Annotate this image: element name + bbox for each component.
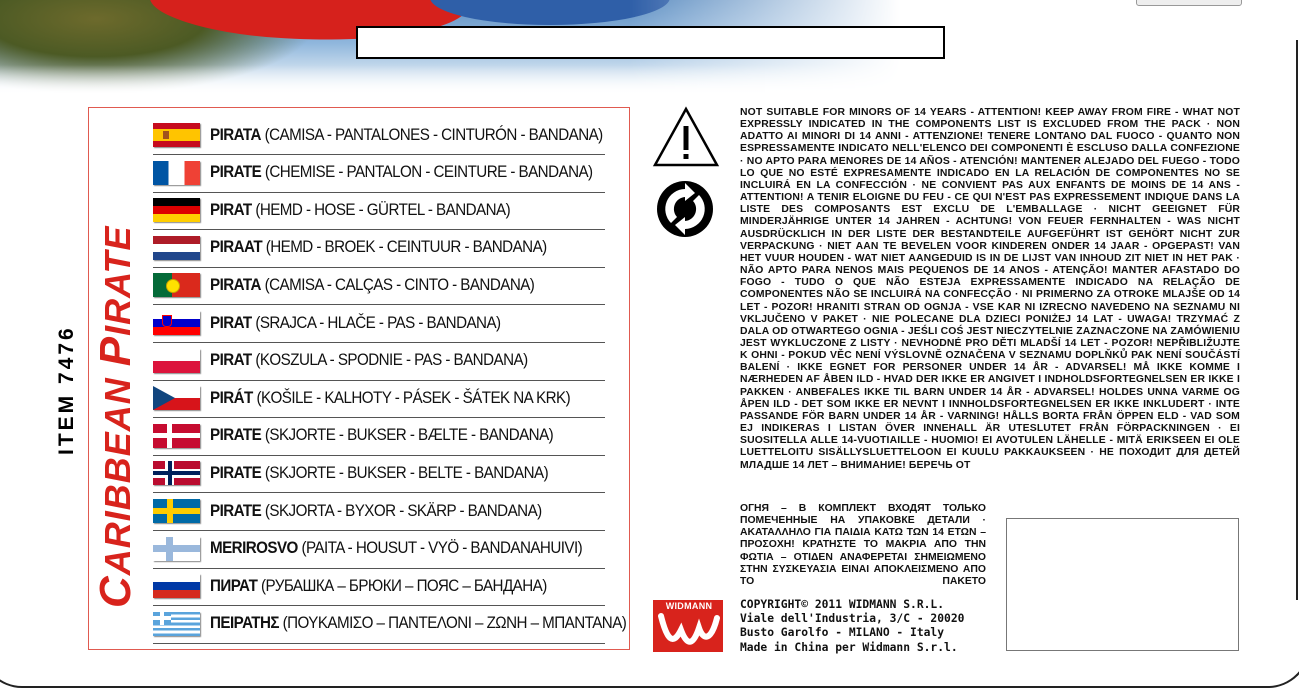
- copyright-block: [740, 598, 990, 655]
- costume-components-text: [210, 351, 528, 370]
- list-item-portugal: [153, 266, 605, 305]
- costume-components-text: [210, 163, 593, 182]
- costume-name: PIRATE: [210, 463, 262, 482]
- costume-components-text: [210, 201, 510, 220]
- list-item-russia: [153, 567, 605, 606]
- costume-name: PIRATA: [210, 275, 261, 294]
- copyright-line: COPYRIGHT© 2011 WIDMANN S.R.L.: [740, 598, 945, 611]
- product-title: CARIBBEAN PIRATE: [91, 225, 140, 608]
- costume-name: PIRAAT: [210, 238, 263, 257]
- slovenia-flag-icon: [153, 311, 200, 335]
- costume-items: (ΠΟΥΚΑΜΙΣΟ – ΠΑΝΤΕΛΟΝΙ – ΖΩΝΗ – ΜΠΑΝΤΑΝΑ): [282, 614, 627, 633]
- label-border-right: [1296, 40, 1298, 600]
- costume-items: (CAMISA - CALÇAS - CINTO - BANDANA): [264, 275, 535, 294]
- costume-name: MERIROSVO: [210, 539, 298, 558]
- costume-name: ΠΕΙΡΑΤΗΣ: [210, 614, 279, 633]
- costume-items: (SKJORTE - BUKSER - BÆLTE - BANDANA): [264, 426, 554, 445]
- costume-name: PIRATE: [210, 426, 262, 445]
- germany-flag-icon: [153, 198, 200, 222]
- costume-name: PIRAT: [210, 200, 252, 219]
- costume-items: (HEMD - BROEK - CEINTUUR - BANDANA): [265, 238, 547, 257]
- costume-components-text: [210, 539, 582, 558]
- costume-components-text: [210, 126, 603, 145]
- list-item-norway: [153, 454, 605, 493]
- list-item-poland: [153, 342, 605, 381]
- greece-flag-icon: [153, 612, 200, 636]
- green-dot-recycle-icon: [655, 179, 715, 239]
- costume-components-text: [210, 389, 570, 408]
- denmark-flag-icon: [153, 424, 200, 448]
- costume-name: PIRATA: [210, 125, 261, 144]
- portugal-flag-icon: [153, 273, 200, 297]
- list-item-netherlands: [153, 229, 605, 268]
- list-item-greece: [153, 605, 627, 644]
- costume-name: PIRATE: [210, 163, 262, 182]
- norway-flag-icon: [153, 461, 200, 485]
- costume-items: (SRAJCA - HLAČE - PAS - BANDANA): [255, 313, 501, 332]
- costume-components-text: [210, 614, 626, 633]
- costume-name: PIRATE: [210, 501, 262, 520]
- costume-components-text: [210, 314, 501, 333]
- czech-flag-icon: [153, 386, 200, 410]
- list-item-france: [153, 154, 605, 193]
- sweden-flag-icon: [153, 499, 200, 523]
- item-number: ITEM 7476: [55, 325, 78, 455]
- costume-items: (HEMD - HOSE - GÜRTEL - BANDANA): [255, 200, 511, 219]
- list-item-spain: [153, 116, 605, 155]
- warning-triangle-icon: [652, 106, 720, 168]
- list-item-sweden: [153, 492, 605, 531]
- costume-items: (SKJORTA - BYXOR - SKÄRP - BANDANA): [264, 501, 542, 520]
- list-item-finland: [153, 530, 605, 569]
- safety-warning-text: NOT SUITABLE FOR MINORS OF 14 YEARS - ATTENTION! KEEP AWAY FROM FIRE - WHAT NOT EXPRESSLY INDICATED IN THE COMPONENTS LIST IS EXCLUDED FROM THE PACK · NON ADATTO AI MINORI DI 14 ANNI - ATTENZIONE! TENERE LONTANO DAL FUOCO - QUANTO NON ESPRESSAMENTE INDICATO NELL'ELENCO DEI COMPONENTI È ESCLUSO DALLA CONFEZIONE · NO APTO PARA MENORES DE 14 AÑOS - ATENCIÓN! MANTENER ALEJADO DEL FUEGO - TODO LO QUE NO ESTÉ EXPRESAMENTE INDICADO EN LA RELACIÓN DE COMPONENTES NO SE INCLUIRÁ EN LA CONFECCIÓN · NE CONVIENT PAS AUX ENFANTS DE MOINS DE 14 ANS - ATTENTION! A TENIR ELOIGNE DU FEU - CE QUI N'EST PAS EXPRESSEMENT INDIQUE DANS LA LISTE DES COMPOSANTS EST EXCLU DE L'EMBALLAGE · NICHT GEEIGNET FÜR MINDERJÄHRIGE UNTER 14 JAHREN - ACHTUNG! VON FEUER FERNHALTEN - WAS NICHT AUSDRÜCKLICH IN DER LISTE DER BESTANDTEILE AUFGEFÜHRT IST GEHÖRT NICHT ZUR VERPACKUNG · NIET AAN TE BEVELEN VOOR KINDEREN ONDER 14 JAAR - OPGEPAST! VAN HET VUUR HOUDEN - WAT NIET AANGEDUID IS IN DE LIJST VAN INHOUD ZIT NIET IN HET PAK · NÃO APTO PARA NENOS MAIS PEQUENOS DE 14 ANOS - ATENÇÃO! MANTER AFASTADO DO FOGO - TUDO O QUE NÃO ESTEJA EXPRESSAMENTE INDICADO NA RELAÇÃO DE COMPONENTES NÃO SE INCLUIRÁ NA CONFECÇÃO · NI PRIMERNO ZA OTROKE MLAJŠE OD 14 LET - POZOR! HRANITI STRAN OD OGNJA - VSE KAR NI IZRECNO NAVEDENO NA SEZNAMU NI VKLJUČENO V PAKET · NIE POLECANE DLA DZIECI PONIŻEJ 14 LAT - UWAGA! TRZYMAĆ Z DALA OD OTWARTEGO OGNIA - JEŚLI COŚ JEST NIECZYTELNIE ZAZNACZONE NA ZAMÓWIENIU JEST WYKLUCZONE Z LISTY · NEVHODNÉ PRO DĚTI MLADŠÍ 14 LET - POZOR! NEPŘIBLIŽUJTE K OHNI - POKUD VĚC NENÍ VÝSLOVNĚ OZNAČENA V SEZNAMU DOPLŇKŮ PAK NENÍ SOUČÁSTÍ BALENÍ · IKKE EGNET FOR PERSONER UNDER 14 ÅR - ADVARSEL! MÅ IKKE KOMME I NÆRHEDEN AF ÅBEN ILD - HVAD DER IKKE ER ANGIVET I INDHOLDSFORTEGNELSEN ER IKKE I PAKKEN · ANBEFALES IKKE TIL BARN UNDER 14 ÅR - ADVARSEL! HOLDES UNNA VARME OG ÅPEN ILD - DET SOM IKKE ER NEVNT I INNHOLDSFORTEGNELSEN ER IKKE INKLUDERT · INTE PASSANDE FÖR BARN UNDER 14 ÅR - VARNING! HÅLLS BORTA FRÅN ÖPPEN ELD - VAD SOM EJ INDIKERAS I LISTAN ÖVER INNEHALL ÄR UTESLUTET FRÅN FÖRPACKNINGEN · EI SUOSITELLA ALLE 14-VUOTIAILLE - HUOMIO! EI AVOTULEN LÄHELLE - MITÄ ERIKSEEN EI OLE LUETTELOITU SISÄLLYSLUETTELOON EI KUULU PAKKAUKSEEN · НЕ ПОХОДИТ ДЛЯ ДЕТЕЙ МЛАДШЕ 14 ЛЕТ – ВНИМАНИЕ! БЕРЕЧЬ ОТ: [740, 107, 1240, 471]
- costume-items: (CAMISA - PANTALONES - CINTURÓN - BANDANA): [264, 125, 603, 144]
- logo-wordmark: WIDMANN: [665, 601, 713, 611]
- barcode-blank-box: [1006, 518, 1239, 651]
- top-blank-box: [356, 26, 945, 59]
- costume-name: ПИРАТ: [210, 576, 258, 595]
- costume-components-text: [210, 238, 547, 257]
- costume-items: (PAITA - HOUSUT - VYÖ - BANDANAHUIVI): [301, 539, 583, 558]
- costume-components-text: [210, 276, 534, 295]
- spain-flag-icon: [153, 123, 200, 147]
- costume-components-text: [210, 502, 542, 521]
- costume-items: (SKJORTE - BUKSER - BELTE - BANDANA): [264, 463, 549, 482]
- list-item-slovenia: [153, 304, 605, 343]
- finland-flag-icon: [153, 537, 200, 561]
- costume-name: PIRAT: [210, 313, 252, 332]
- costume-items: (KOŠILE - KALHOTY - PÁSEK - ŠÁTEK NA KRK): [256, 388, 571, 407]
- list-item-czech: [153, 379, 605, 418]
- costume-items: (CHEMISE - PANTALON - CEINTURE - BANDANA): [264, 163, 593, 182]
- costume-components-text: [210, 426, 553, 445]
- costume-items: (РУБАШКА – БРЮКИ – ПОЯС – БАНДАНА): [261, 576, 547, 595]
- top-right-tab: [1136, 0, 1242, 6]
- netherlands-flag-icon: [153, 236, 200, 260]
- address-line: Viale dell'Industria, 3/C - 20020: [740, 612, 965, 626]
- costume-items: (KOSZULA - SPODNIE - PAS - BANDANA): [255, 351, 528, 370]
- origin-line: Made in China per Widmann S.r.l.: [740, 640, 958, 654]
- poland-flag-icon: [153, 349, 200, 373]
- costume-name: PIRAT: [210, 351, 252, 370]
- costume-name: PIRÁT: [210, 388, 253, 407]
- costume-components-text: [210, 464, 548, 483]
- costume-components-text: [210, 577, 547, 596]
- list-item-germany: [153, 191, 605, 230]
- france-flag-icon: [153, 161, 200, 185]
- city-line: Busto Garolfo - MILANO - Italy: [740, 626, 945, 640]
- safety-warning-text-continued: ОГНЯ – В КОМПЛЕКТ ВХОДЯТ ТОЛЬКО ПОМЕЧЕННЫЕ НА УПАКОВКЕ ДЕТАЛИ · ΑΚΑΤΑΛΛΗΛΟ ΓΙΑ ΠΑΙΔΙΑ ΚΑΤΩ ΤΩΝ 14 ΕΤΩΝ – ΠΡΟΣΟΧΗ! ΚΡΑΤΗΣΤΕ ΤΟ ΜΑΚΡΙΑ ΑΠΟ ΤΗΝ ΦΩΤΙΑ – ΟΤΙΔΕΝ ΑΝΑΦΕΡΕΤΑΙ ΣΗΜΕΙΩΜΕΝΟ ΣΤΗΝ ΣΥΣΚΕΥΑΣΙΑ ΕΙΝΑΙ ΑΠΟΚΛΕΙΣΜΕΝΟ ΑΠΟ ΤΟ ΠΑΚΕΤΟ: [740, 503, 986, 587]
- list-item-denmark: [153, 417, 605, 456]
- russia-flag-icon: [153, 574, 200, 598]
